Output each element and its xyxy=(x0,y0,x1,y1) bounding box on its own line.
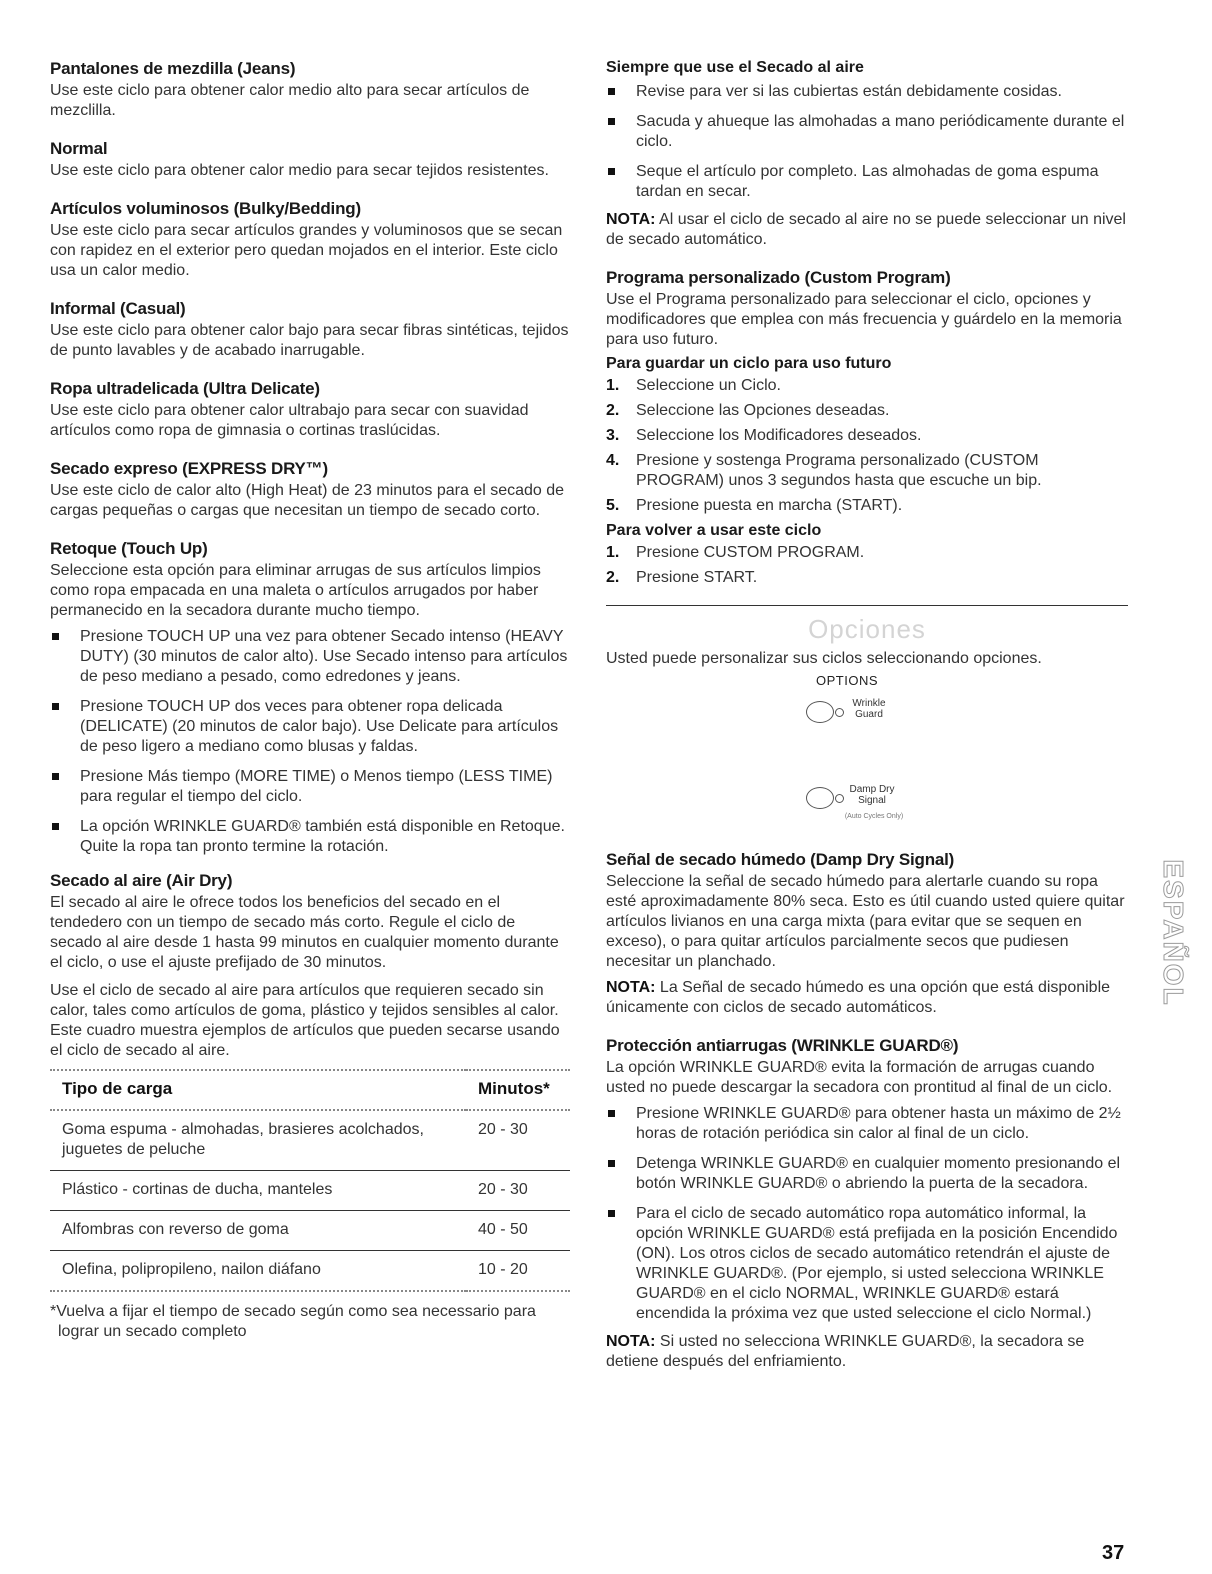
label-line: Damp Dry xyxy=(849,784,895,795)
text-damp-dry-signal: Seleccione la señal de secado húmedo para alertarle cuando su ropa esté aproximadamente 80% seca. Esto es útil cuando usted quiere quitar artículos livianos en una carga mixta (para evitar que se sequen en exceso), o para quitar artículos parcialmente secos que pudiesen necesitar un planchado. xyxy=(606,873,1125,970)
left-column xyxy=(50,58,570,1359)
heading-touch-up: Retoque (Touch Up) xyxy=(50,539,208,558)
damp-dry-note: (Auto Cycles Only) xyxy=(844,813,904,820)
step-number: 1. xyxy=(606,377,620,394)
save-steps-list xyxy=(606,376,1128,516)
list-item xyxy=(606,451,1128,491)
touch-up-list xyxy=(50,627,570,857)
air-dry-tips-list xyxy=(606,82,1128,202)
step-number: 4. xyxy=(606,452,620,469)
wrinkle-guard-label xyxy=(844,698,894,720)
text-jeans: Use este ciclo para obtener calor medio alto para secar artículos de mezclilla. xyxy=(50,82,530,119)
step-number: 5. xyxy=(606,497,620,514)
page-number: 37 xyxy=(1102,1542,1125,1564)
table-row xyxy=(50,1110,570,1171)
section-custom-program xyxy=(606,267,1128,588)
cell-load: Olefina, polipropileno, nailon diáfano xyxy=(50,1251,466,1292)
right-column xyxy=(606,58,1128,1389)
section-jeans xyxy=(50,58,570,121)
text-casual: Use este ciclo para obtener calor bajo para secar fibras sintéticas, tejidos de punto lavables y de acabado inarrugable. xyxy=(50,322,569,359)
options-title: Opciones xyxy=(808,614,926,644)
table-footnote xyxy=(50,1302,570,1342)
step-text: Seleccione los Modificadores deseados. xyxy=(636,427,922,444)
heading-damp-dry-signal: Señal de secado húmedo (Damp Dry Signal) xyxy=(606,850,955,869)
text-express-dry: Use este ciclo de calor alto (High Heat) de 23 minutos para el secado de cargas pequeñas o cargas que necesitan un tiempo de secado corto. xyxy=(50,482,565,519)
section-casual xyxy=(50,298,570,361)
panel-title: OPTIONS xyxy=(816,673,879,688)
table-row xyxy=(50,1211,570,1251)
section-ultra-delicate xyxy=(50,378,570,441)
options-panel-illustration xyxy=(606,673,1128,823)
list-item: Presione WRINKLE GUARD® para obtener hasta un máximo de 2½ horas de rotación periódica sin calor al final de un ciclo. xyxy=(606,1104,1128,1144)
text-custom-program: Use el Programa personalizado para seleccionar el ciclo, opciones y modificadores que emplea con más frecuencia y guárdelo en la memoria para uso futuro. xyxy=(606,291,1122,348)
note-text: La Señal de secado húmedo es una opción que está disponible únicamente con ciclos de secado automáticos. xyxy=(606,979,1111,1016)
step-number: 3. xyxy=(606,427,620,444)
header-load-type: Tipo de carga xyxy=(50,1070,466,1110)
label-line: Wrinkle xyxy=(852,698,886,709)
heading-jeans: Pantalones de mezdilla (Jeans) xyxy=(50,59,296,78)
list-item xyxy=(606,401,1128,421)
footnote-text: *Vuelva a fijar el tiempo de secado según como sea necessario para lograr un secado completo xyxy=(50,1303,536,1340)
step-text: Presione CUSTOM PROGRAM. xyxy=(636,544,865,561)
section-divider xyxy=(606,605,1128,606)
heading-bulky: Artículos voluminosos (Bulky/Bedding) xyxy=(50,199,361,218)
air-dry-note xyxy=(606,210,1128,250)
cell-minutes: 20 - 30 xyxy=(466,1110,570,1171)
text-wrinkle-guard: La opción WRINKLE GUARD® evita la formación de arrugas cuando usted no puede descargar la secadora con prontitud al final de un ciclo. xyxy=(606,1059,1113,1096)
list-item: Presione TOUCH UP una vez para obtener Secado intenso (HEAVY DUTY) (30 minutos de calor alto). Use Secado intenso para artículos de peso mediano a pesado, como edredones y jeans. xyxy=(50,627,570,687)
cell-minutes: 10 - 20 xyxy=(466,1251,570,1292)
section-damp-dry-signal xyxy=(606,849,1128,1018)
list-item: Para el ciclo de secado automático ropa automático informal, la opción WRINKLE GUARD® está prefijada en la posición Encendido (ON). Los otros ciclos de secado automático retendrán el ajuste de WRINKLE GUARD®. (Por ejemplo, si usted selecciona WRINKLE GUARD® en el ciclo NORMAL, WRINKLE GUARD® estará encendida la próxima vez que usted seleccione el ciclo Normal.) xyxy=(606,1204,1128,1324)
wrinkle-guard-list xyxy=(606,1104,1128,1324)
list-item xyxy=(606,543,1128,563)
step-text: Presione puesta en marcha (START). xyxy=(636,497,903,514)
damp-dry-signal-button[interactable] xyxy=(806,787,834,809)
heading-normal: Normal xyxy=(50,139,108,158)
table-header-row xyxy=(50,1070,570,1110)
step-text: Seleccione un Ciclo. xyxy=(636,377,781,394)
text-bulky: Use este ciclo para secar artículos grandes y voluminosos que se secan con rapidez en el exterior pero quedan mojados en el interior. Este ciclo usa un calor medio. xyxy=(50,222,563,279)
section-air-dry-tips xyxy=(606,58,1128,250)
cell-minutes: 40 - 50 xyxy=(466,1211,570,1251)
heading-reuse-cycle: Para volver a usar este ciclo xyxy=(606,522,822,539)
side-tab-text: ESPAÑOL xyxy=(1158,859,1189,1007)
list-item xyxy=(606,568,1128,588)
section-options xyxy=(606,614,1128,823)
damp-dry-note-text xyxy=(606,978,1128,1018)
step-text: Presione y sostenga Programa personalizado (CUSTOM PROGRAM) unos 3 segundos hasta que escuche un bip. xyxy=(636,452,1042,489)
section-touch-up xyxy=(50,538,570,857)
heading-casual: Informal (Casual) xyxy=(50,299,186,318)
wrinkle-guard-note xyxy=(606,1332,1128,1372)
list-item: Sacuda y ahueque las almohadas a mano periódicamente durante el ciclo. xyxy=(606,112,1128,152)
heading-custom-program: Programa personalizado (Custom Program) xyxy=(606,268,951,287)
cell-load: Plástico - cortinas de ducha, manteles xyxy=(50,1171,466,1211)
heading-ultra-delicate: Ropa ultradelicada (Ultra Delicate) xyxy=(50,379,320,398)
section-wrinkle-guard xyxy=(606,1035,1128,1372)
heading-wrinkle-guard: Protección antiarrugas (WRINKLE GUARD®) xyxy=(606,1036,959,1055)
heading-save-cycle: Para guardar un ciclo para uso futuro xyxy=(606,355,892,372)
list-item xyxy=(606,496,1128,516)
cell-load: Alfombras con reverso de goma xyxy=(50,1211,466,1251)
label-line: Guard xyxy=(855,709,883,720)
label-line: Signal xyxy=(858,795,886,806)
header-minutes: Minutos* xyxy=(466,1070,570,1110)
heading-air-dry-tips: Siempre que use el Secado al aire xyxy=(606,59,864,76)
step-number: 2. xyxy=(606,569,620,586)
cell-load: Goma espuma - almohadas, brasieres acolchados, juguetes de peluche xyxy=(50,1110,466,1171)
note-text: Si usted no selecciona WRINKLE GUARD®, la secadora se detiene después del enfriamiento. xyxy=(606,1333,1085,1370)
list-item: Seque el artículo por completo. Las almohadas de goma espuma tardan en secar. xyxy=(606,162,1128,202)
damp-dry-signal-led-icon xyxy=(835,794,844,803)
step-number: 2. xyxy=(606,402,620,419)
list-item: Detenga WRINKLE GUARD® en cualquier momento presionando el botón WRINKLE GUARD® o abriendo la puerta de la secadora. xyxy=(606,1154,1128,1194)
cell-minutes: 20 - 30 xyxy=(466,1171,570,1211)
list-item: Revise para ver si las cubiertas están debidamente cosidas. xyxy=(606,82,1128,102)
list-item xyxy=(606,376,1128,396)
step-number: 1. xyxy=(606,544,620,561)
list-item xyxy=(606,426,1128,446)
section-normal xyxy=(50,138,570,181)
table-row xyxy=(50,1171,570,1211)
damp-dry-signal-label xyxy=(844,784,900,806)
text-touch-up: Seleccione esta opción para eliminar arrugas de sus artículos limpios como ropa empacada en una maleta o artículos arrugados por haber permanecido en la secadora durante mucho tiempo. xyxy=(50,562,541,619)
note-text: Al usar el ciclo de secado al aire no se puede seleccionar un nivel de secado automático. xyxy=(606,211,1126,248)
wrinkle-guard-led-icon xyxy=(835,708,844,717)
step-text: Presione START. xyxy=(636,569,758,586)
options-intro: Usted puede personalizar sus ciclos seleccionando opciones. xyxy=(606,650,1042,667)
section-express-dry xyxy=(50,458,570,521)
list-item: Presione TOUCH UP dos veces para obtener ropa delicada (DELICATE) (20 minutos de calor bajo). Use Delicate para artículos de peso ligero a mediano como blusas y faldas. xyxy=(50,697,570,757)
text-normal: Use este ciclo para obtener calor medio para secar tejidos resistentes. xyxy=(50,162,549,179)
step-text: Seleccione las Opciones deseadas. xyxy=(636,402,890,419)
section-bulky xyxy=(50,198,570,281)
heading-air-dry: Secado al aire (Air Dry) xyxy=(50,871,233,890)
air-dry-table xyxy=(50,1069,570,1292)
text-ultra-delicate: Use este ciclo para obtener calor ultrabajo para secar con suavidad artículos como ropa de gimnasia o cortinas traslúcidas. xyxy=(50,402,529,439)
text-air-dry-1: El secado al aire le ofrece todos los beneficios del secado en el tendedero con un tiempo de secado más corto. Regule el ciclo de secado al aire desde 1 hasta 99 minutos en cualquier momento durante el ciclo, o use el ajuste prefijado de 30 minutos. xyxy=(50,894,559,971)
wrinkle-guard-button[interactable] xyxy=(806,701,834,723)
list-item: Presione Más tiempo (MORE TIME) o Menos tiempo (LESS TIME) para regular el tiempo del ciclo. xyxy=(50,767,570,807)
list-item: La opción WRINKLE GUARD® también está disponible en Retoque. Quite la ropa tan pronto termine la rotación. xyxy=(50,817,570,857)
note-label: NOTA: xyxy=(606,1333,656,1350)
heading-express-dry: Secado expreso (EXPRESS DRY™) xyxy=(50,459,328,478)
language-side-tab xyxy=(1153,812,1189,1052)
reuse-steps-list xyxy=(606,543,1128,588)
table-row xyxy=(50,1251,570,1292)
note-label: NOTA: xyxy=(606,979,656,996)
text-air-dry-2: Use el ciclo de secado al aire para artículos que requieren secado sin calor, tales como artículos de goma, plástico y tejidos sensibles al calor. Este cuadro muestra ejemplos de artículos que pueden secarse usando el ciclo de secado al aire. xyxy=(50,982,560,1059)
section-air-dry xyxy=(50,870,570,1342)
note-label: NOTA: xyxy=(606,211,656,228)
